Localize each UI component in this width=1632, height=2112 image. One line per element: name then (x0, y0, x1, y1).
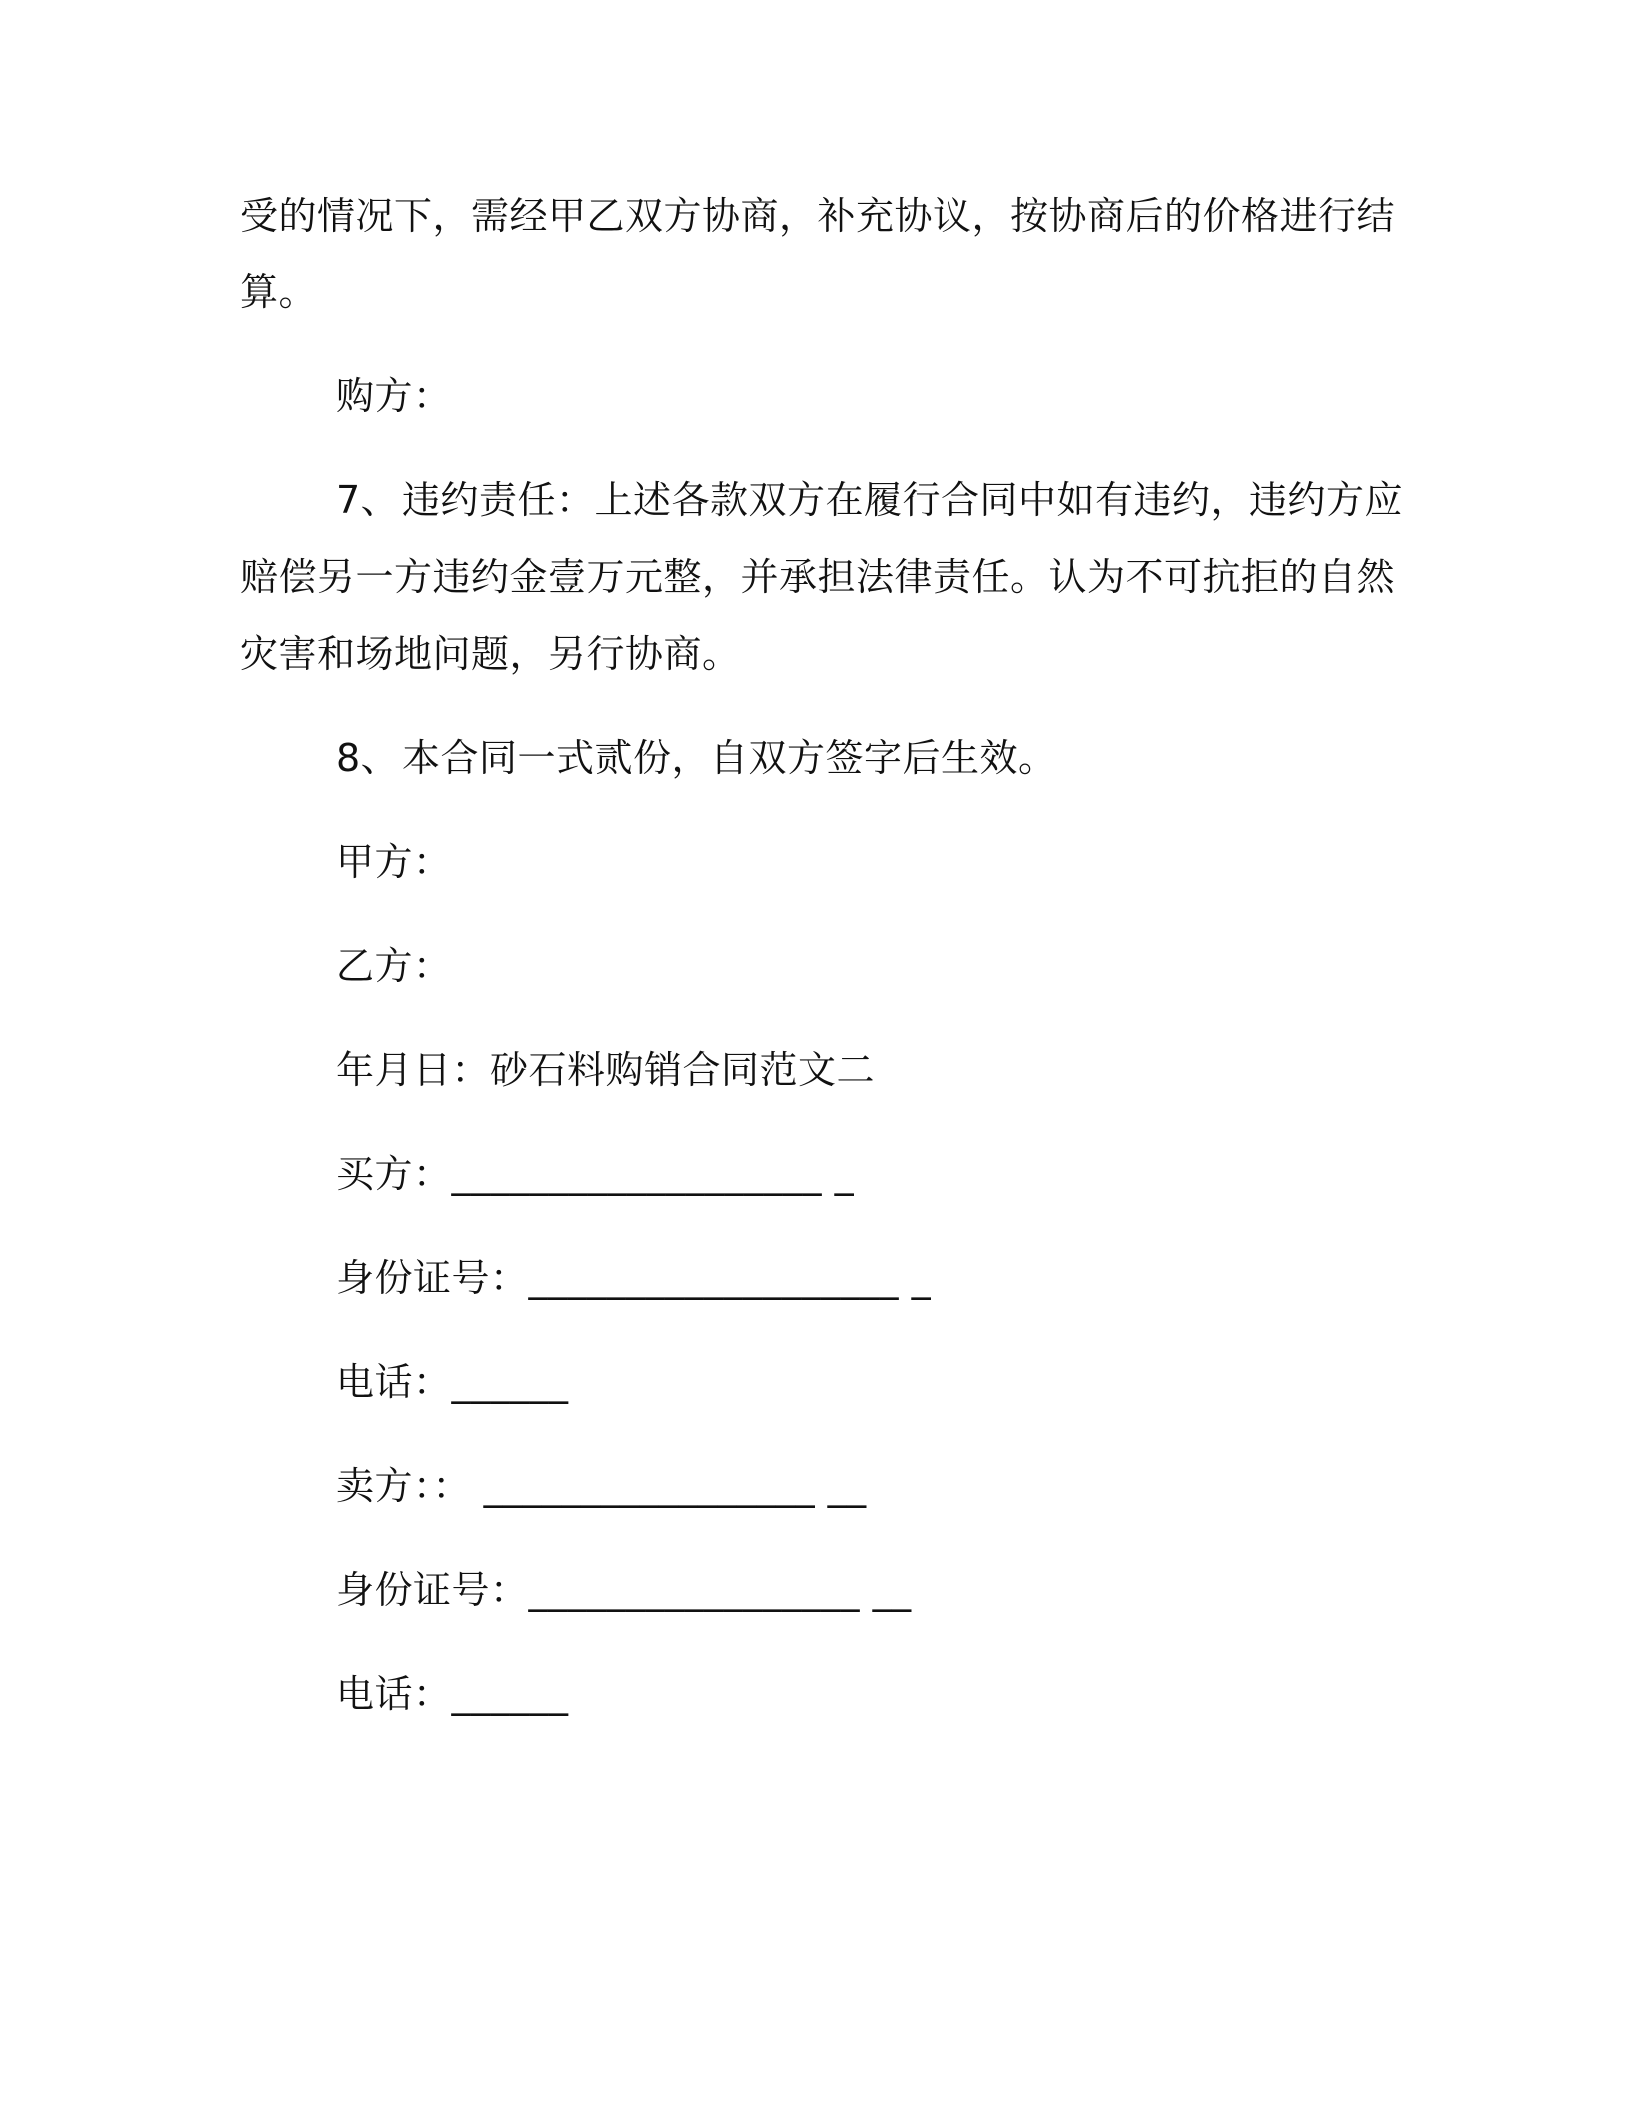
buyer-phone-field: 电话：______ (336, 1360, 569, 1404)
buyer-id-field: 身份证号：___________________ _ (336, 1256, 932, 1300)
clause-8-text: 本合同一式贰份，自双方签字后生效。 (402, 736, 1057, 780)
seller-phone-field: 电话：______ (336, 1672, 569, 1716)
seller-id-field: 身份证号：_________________ __ (336, 1568, 912, 1612)
paragraph-continuation-line-2: 算。 (240, 270, 318, 314)
clause-7-number: 7、 (336, 478, 400, 522)
party-a-label: 甲方： (336, 840, 452, 884)
date-title-line: 年月日：砂石料购销合同范文二 (336, 1048, 876, 1092)
clause-7-line-3: 灾害和场地问题，另行协商。 (240, 632, 741, 676)
clause-7-line-1 (336, 476, 1403, 524)
clause-8 (336, 734, 1057, 782)
clause-7-line-2: 赔偿另一方违约金壹万元整，并承担法律责任。认为不可抗拒的自然 (240, 555, 1396, 599)
buyer-label: 购方： (336, 374, 452, 418)
buyer-field: 买方：___________________ _ (336, 1152, 855, 1196)
party-b-label: 乙方： (336, 944, 452, 988)
seller-field: 卖方：： _________________ __ (336, 1464, 867, 1508)
clause-8-number: 8、 (336, 736, 400, 780)
paragraph-continuation-line-1: 受的情况下，需经甲乙双方协商，补充协议，按协商后的价格进行结 (240, 194, 1396, 238)
clause-7-text: 违约责任：上述各款双方在履行合同中如有违约，违约方应 (402, 478, 1404, 522)
